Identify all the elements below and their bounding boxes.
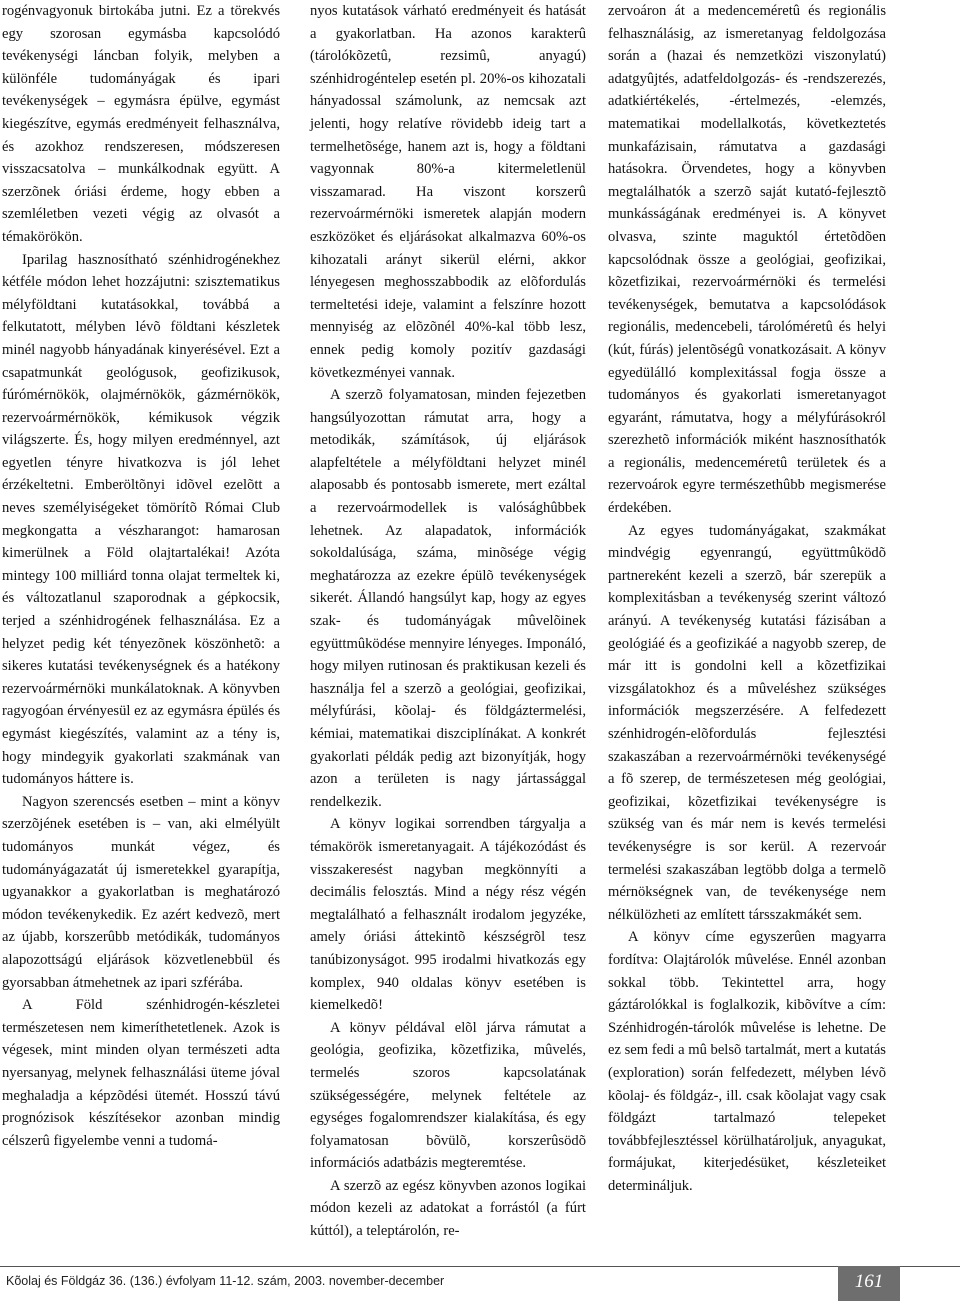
text-column-right [608,0,886,1197]
paragraph: A szerzõ folyamatosan, minden fejezetben hangsúlyozottan rámutat arra, hogy a metodikák, számítások, új eljárások alapfeltétele a mélyföldtani helyzet minél alaposabb és pontosabb ismerete, mert ezáltal a rezervoármodellek is valósághûbbek lehetnek. Az alapadatok, információk sokoldalúsága, száma, minõsége végig meghatározza az ezekre épülõ tevékenységek sikerét. Állandó hangsúlyt kap, hogy az egyes szak- és tudományágak mûvelõinek együttmûködése mennyire lényeges. Imponáló, hogy milyen rutinosan és praktikusan kezeli és használja fel a szerzõ a geológiai, geofizikai, mélyfúrási, kõolaj- és földgáztermelési, kémiai, matematikai diszciplínákat. A konkrét gyakorlati példák pedig azt bizonyítják, hogy azon a területen is nagy jártassággal rendelkezik. [310,387,586,810]
paragraph: A könyv logikai sorrendben tárgyalja a témakörök ismeretanyagait. A tájékozódást és visszakeresést nagyban megkönnyíti a decimális felosztás. Mind a négy rész végén megtalálható a felhasznált irodalom jegyzéke, amely óriási áttekintõ készségrõl tesz tanúbizonyságot. 995 irodalmi hivatkozás egy komplex, 940 oldalas könyv esetében is kiemelkedõ! [310,816,586,1014]
paragraph: Az egyes tudományágakat, szakmákat mindvégig egyenrangú, együttmûködõ partnereként kezeli a szerzõ, bár szerepük a komplexitásban a tevékenység szerint változó arányú. A tevékenység kutatási fázisában a geológiáé és a geofizikáé a nagyobb szerep, de már itt is gondolni kell a kõzetfizikai vizsgálatokhoz és a mûveléshez szükséges információk megszerzésére. A felfedezett szénhidrogén-elõfordulás fejlesztési szakaszában a rezervoármérnöki tevékenységé a fõ szerep, de természetesen még geológiai, geofizikai, kõzetfizikai tevékenységre is szükség van és már nem is kevés termelési tevékenységre is sor kerül. A rezervoár termelési szakaszában legtöbb dolga a termelõ mérnökségnek van, de tevékenysége nem nélkülözheti az említett társszakmákét sem. [608,522,886,923]
paragraph: Iparilag hasznosítható szénhidrogénekhez kétféle módon lehet hozzájutni: szisztematikus mélyföldtani kutatásokkal, továbbá a felkutatott, mélyben lévõ földtani készletek minél nagyobb hányadának kinyerésével. Ezt a csapatmunkát geológusok, geofizikusok, fúrómérnökök, olajmérnökök, gázmérnökök, rezervoármérnökök, kémikusok végzik világszerte. És, hogy milyen eredménnyel, azt egyetlen tényre hivatkozva is jól lehet érzékeltetni. Emberöltõnyi idõvel ezelõtt a neves személyiségeket tömörítõ Római Club megkongatta a vészharangot: hamarosan kimerülnek a Föld olajtartalékai! Azóta mintegy 100 milliárd tonna olajat termeltek ki, és változatlanul szaporodnak a gépkocsik, terjed a szénhidrogének felhasználása. Ez a helyzet pedig két tényezõnek köszönhetõ: a sikeres kutatási tevékenységnek és a hatékony rezervoármérnöki munkálatoknak. A könyvben ragyogóan érvényesül ez az egymásra épülés és egymást kiegészítés, valamint az a tény is, hogy mindegyik gyakorlati szakmának van tudományos háttere is. [2,251,280,788]
paragraph: Nagyon szerencsés esetben – mint a könyv szerzõjének esetében is – van, aki elmélyült tudományos munkát végez, és tudományágazatát új ismeretekkel gyarapítja, ugyanakkor a gyakorlatban is meghatározó módon tevékenykedik. Ez azért kedvezõ, mert az újabb, korszerûbb metódikák, tudományos alapozottságú eljárások közvetlenebbül és gyorsabban átmehetnek az ipari szférába. [2,793,280,991]
paragraph: A Föld szénhidrogén-készletei természetesen nem kimeríthetetlenek. Azok is végesek, mint minden olyan természeti adta nyersanyag, melynek felhasználási üteme jóval meghaladja a képzõdési ütemét. Hosszú távú prognózisok készítésekor azonban mindig célszerû figyelembe venni a tudomá- [2,997,280,1149]
page-number-box [838,1266,900,1301]
paragraph: rogénvagyonuk birtokába jutni. Ez a törekvés egy szorosan egymásba kapcsolódó tevékenységi láncban folyik, melyben a különféle tudományágak és ipari tevékenységek – egymásra épülve, egymást kiegészítve, egymás eredményeit felhasználva, és azokhoz rendszeresen, módszeresen visszacsatolva – munkálkodnak együtt. A szerzõnek óriási érdeme, hogy ebben a szemléletben vezeti végig az olvasót a témakörökön. [2,3,280,245]
text-column-middle [310,0,586,1243]
paragraph: zervoáron át a medenceméretû és regionális felhasználásig, az ismeretanyag feldolgozása során a (hazai és nemzetközi viszonylatú) adatgyûjtés, adatfeldolgozás- és -rendszerezés, adatkiértékelés, -értelmezés, -elemzés, matematikai modellalkotás, következtetés munkafázisain, rámutatva a gazdasági hatásokra. Örvendetes, hogy a könyvben megtalálhatók a szerzõ saját kutató-fejlesztõ munkásságának eredményei is. A könyvet olvasva, szinte maguktól értetõdõen kapcsolódnak össze a geológiai, geofizikai, kõzetfizikai, rezervoármérnöki és termelési tevékenységek, bemutatva a kapcsolódások regionális, medencebeli, tárolóméretû és helyi (kút, fúrás) jelentõségû vonatkozásait. A könyv egyedülálló komplexitással fogja össze a tudományos és gyakorlati ismeretanyagot egyaránt, rámutatva, hogy a mélyfúrásokról szerezhetõ információk miként hasznosíthatók a regionális, medenceméretû területek és a rezervoárok egyre természethûbb megismerése érdekében. [608,3,886,517]
page-number: 161 [854,1271,884,1292]
paragraph: A könyv címe egyszerûen magyarra fordítva: Olajtárolók mûvelése. Ennél azonban sokkal több. Tekintettel arra, hogy gáztárolókkal is foglalkozik, kibõvítve a cím: Szénhidrogén-tárolók mûvelése is lehetne. De ez sem fedi a mû belsõ tartalmát, mert a kutatás (exploration) során felfedezett, mélyben lévõ kõolaj- és földgáz-, ill. csak kõolajat vagy csak földgázt tartalmazó telepeket továbbfejlesztéssel körülhatároljuk, anyagukat, formájukat, kiterjedésüket, készleteiket determináljuk. [608,929,886,1194]
footer-divider [0,1266,960,1267]
paragraph: A szerzõ az egész könyvben azonos logikai módon kezeli az adatokat a forrástól (a fúrt kúttól), a teleptárolón, re- [310,1177,586,1240]
paragraph: A könyv példával elõl járva rámutat a geológia, geofizika, kõzetfizika, mûvelés, termelés szoros kapcsolatának szükségességére, melynek feltétele az egységes fogalomrendszer kialakítása, és egy folyamatosan bõvülõ, korszerûsödõ információs adatbázis megteremtése. [310,1019,586,1172]
journal-citation: Kõolaj és Földgáz 36. (136.) évfolyam 11-12. szám, 2003. november-december [6,1274,445,1288]
paragraph: nyos kutatások várható eredményeit és hatását a gyakorlatban. Ha azonos karakterû (tárolókõzetû, rezsimû, anyagú) szénhidrogéntelep esetén pl. 20%-os kihozatali hányadossal számolunk, az nemcsak azt jelenti, hogy relatíve rövidebb ideig tart a termelhetõsége, hanem azt is, hogy a földtani vagyonnak 80%-a kitermeletlenül visszamarad. Ha viszont korszerû rezervoármérnöki ismeretek alapján modern eszközöket és eljárásokat alkalmazva 60%-os kihozatali arányt sikerül elérni, akkor lényegesen meghosszabbodik az elõfordulás termeltetési ideje, valamint a felszínre hozott mennyiség az elõzõnél 40%-kal több lesz, ennek pedig komoly pozitív gazdasági következményei vannak. [310,3,586,381]
text-column-left [2,0,280,1152]
